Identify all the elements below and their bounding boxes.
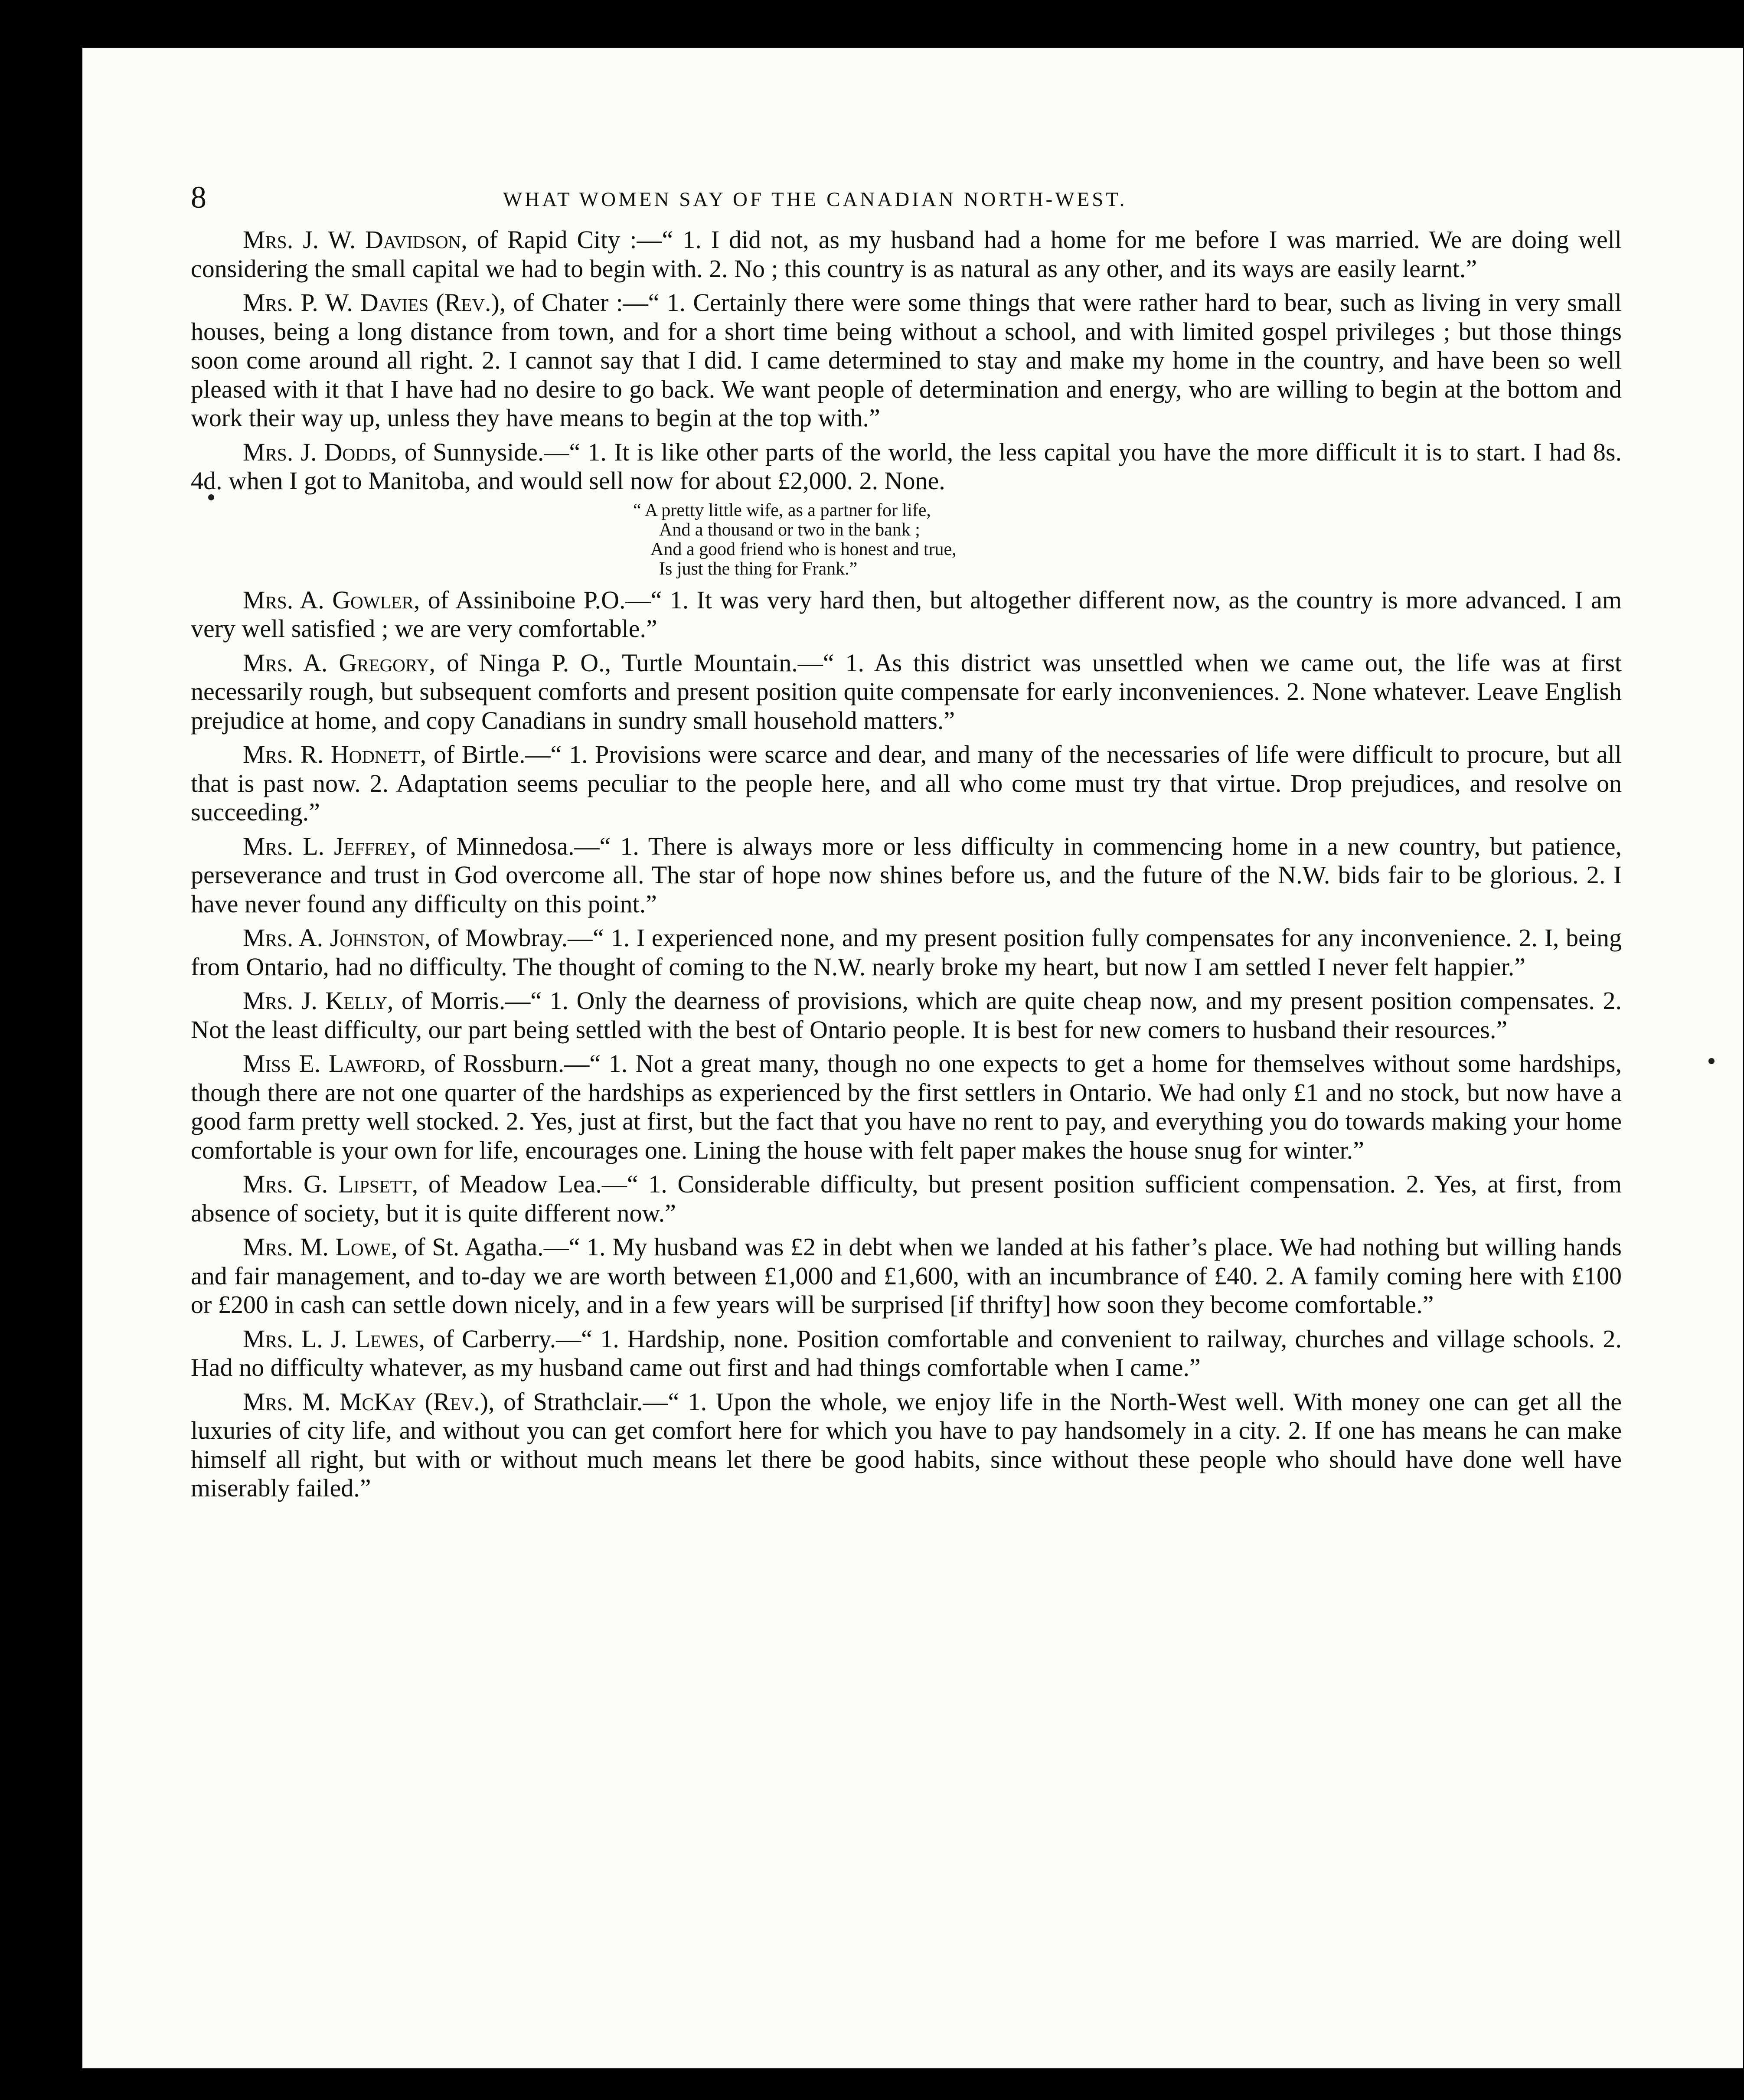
testimonial-text: of Sunnyside.—“ 1. It is like other parts of the world, the less capital you have the more difficult it is to start. I had 8s. 4d. when I got to Manitoba, and would sell now for about £2,000. 2. None. (191, 438, 1622, 495)
verse-line: Is just the thing for Frank.” (659, 558, 858, 579)
author-name: Mrs. A. Johnston, (243, 924, 431, 952)
testimonial-text: of Meadow Lea.—“ 1. Considerable difficulty, but present position sufficient compensation. 2. Yes, at first, from absence of society, but it is quite different now.” (191, 1170, 1622, 1227)
author-name: Mrs. M. McKay (Rev.), (243, 1387, 495, 1416)
author-name: Miss E. Lawford, (243, 1049, 426, 1078)
testimonial-text: of Mowbray.—“ 1. I experienced none, and my present position fully compensates for any inconvenience. 2. I, being from Ontario, had no difficulty. The thought of coming to the N.W. nearly broke my heart, but now I am settled I never felt happier.” (191, 924, 1622, 981)
author-name: Mrs. P. W. Davies (Rev.), (243, 288, 506, 317)
testimonial-entry (191, 1325, 1622, 1382)
testimonial-text: of Assiniboine P.O.—“ 1. It was very hard then, but altogether different now, as the country is more advanced. I am very well satisfied ; we are very comfortable.” (191, 585, 1622, 643)
author-name: Mrs. J. Dodds, (243, 438, 397, 466)
testimonial-entry (191, 924, 1622, 981)
author-name: Mrs. J. Kelly, (243, 986, 394, 1015)
running-title: WHAT WOMEN SAY OF THE CANADIAN NORTH-WEST. (503, 188, 1127, 211)
author-name: Mrs. R. Hodnett, (243, 740, 427, 768)
author-name: Mrs. L. Jeffrey, (243, 832, 416, 860)
testimonial-text: of Rossburn.—“ 1. Not a great many, though no one expects to get a home for themselves without some hardships, though there are not one quarter of the hardships as experienced by the first settlers in Ontario. We had only £1 and no stock, but now have a good farm pretty well stocked. 2. Yes, just at first, but the fact that you have no rent to pay, and everything you do towards making your home comfortable is your own for life, encourages one. Lining the house with felt paper makes the house snug for winter.” (191, 1049, 1622, 1164)
testimonial-text: of Morris.—“ 1. Only the dearness of provisions, which are quite cheap now, and my present position compensates. 2. Not the least difficulty, our part being settled with the best of Ontario people. It is best for new comers to husband their resources.” (191, 986, 1622, 1044)
testimonial-text: of Strathclair.—“ 1. Upon the whole, we enjoy life in the North-West well. With money one can get all the luxuries of city life, and without you can get comfort here for which you have to pay handsomely in a city. 2. If one has means he can make himself all right, but with or without much means let there be good habits, since without these people who should have done well have miserably failed.” (191, 1387, 1622, 1502)
testimonial-entry (191, 740, 1622, 827)
page-header (191, 169, 1622, 225)
verse-line: And a good friend who is honest and true, (650, 539, 957, 559)
verse-quote (633, 501, 1622, 579)
author-name: Mrs. L. J. Lewes, (243, 1324, 425, 1353)
page-number: 8 (191, 180, 206, 215)
testimonial-entry (191, 649, 1622, 735)
testimonial-text: of Minnedosa.—“ 1. There is always more or less difficulty in commencing home in a new country, but patience, perseverance and trust in God overcome all. The star of hope now shines before us, and the future of the N.W. bids fair to be glorious. 2. I have never found any difficulty on this point.” (191, 832, 1622, 918)
author-name: Mrs. A. Gregory, (243, 648, 436, 677)
verse-line: And a thousand or two in the bank ; (659, 519, 920, 540)
verse-line: “ A pretty little wife, as a partner for life, (633, 500, 931, 520)
author-name: Mrs. A. Gowler, (243, 585, 420, 614)
testimonial-entry (191, 1233, 1622, 1319)
testimonial-entry (191, 832, 1622, 919)
author-name: Mrs. G. Lipsett, (243, 1170, 418, 1198)
testimonial-text: of Chater :—“ 1. Certainly there were some things that were rather hard to bear, such as living in very small houses, being a long distance from town, and for a short time being without a school, and with limited gospel privileges ; but those things soon come around all right. 2. I cannot say that I did. I came determined to stay and make my home in the country, and have been so well pleased with it that I have had no desire to go back. We want people of determination and energy, who are willing to begin at the bottom and work their way up, unless they have means to begin at the top with.” (191, 288, 1622, 432)
testimonial-entry (191, 438, 1622, 496)
author-name: Mrs. J. W. Davidson, (243, 225, 467, 254)
body-text (191, 225, 1622, 1508)
testimonial-entry (191, 288, 1622, 433)
testimonial-entry (191, 586, 1622, 643)
testimonial-entry (191, 225, 1622, 283)
testimonial-entry (191, 1049, 1622, 1165)
testimonial-text: of Birtle.—“ 1. Provisions were scarce and dear, and many of the necessaries of life were difficult to procure, but all that is past now. 2. Adaptation seems peculiar to the people here, and all who come must try that virtue. Drop prejudices, and resolve on succeeding.” (191, 740, 1622, 826)
testimonial-text: of Carberry.—“ 1. Hardship, none. Position comfortable and convenient to railway, churches and village schools. 2. Had no difficulty whatever, as my husband came out first and had things comfortable when I came.” (191, 1324, 1622, 1381)
ink-speck (1708, 1058, 1715, 1064)
author-name: Mrs. M. Lowe, (243, 1233, 398, 1261)
testimonial-entry (191, 1388, 1622, 1503)
testimonial-text: of St. Agatha.—“ 1. My husband was £2 in debt when we landed at his father’s place. We had nothing but willing hands and fair management, and to-day we are worth between £1,000 and £1,600, with an incumbrance of £40. 2. A family coming here with £100 or £200 in cash can settle down nicely, and in a few years will be surprised [if thrifty] how soon they become comfortable.” (191, 1233, 1622, 1319)
testimonial-entry (191, 1170, 1622, 1228)
testimonial-text: of Ninga P. O., Turtle Mountain.—“ 1. As this district was unsettled when we came out, the life was at first necessarily rough, but subsequent comforts and present position quite compensate for early inconveniences. 2. None whatever. Leave English prejudice at home, and copy Canadians in sundry small household matters.” (191, 648, 1622, 735)
testimonial-entry (191, 986, 1622, 1044)
testimonial-text: of Rapid City :—“ 1. I did not, as my husband had a home for me before I was married. We are doing well considering the small capital we had to begin with. 2. No ; this country is as natural as any other, and its ways are easily learnt.” (191, 225, 1622, 283)
